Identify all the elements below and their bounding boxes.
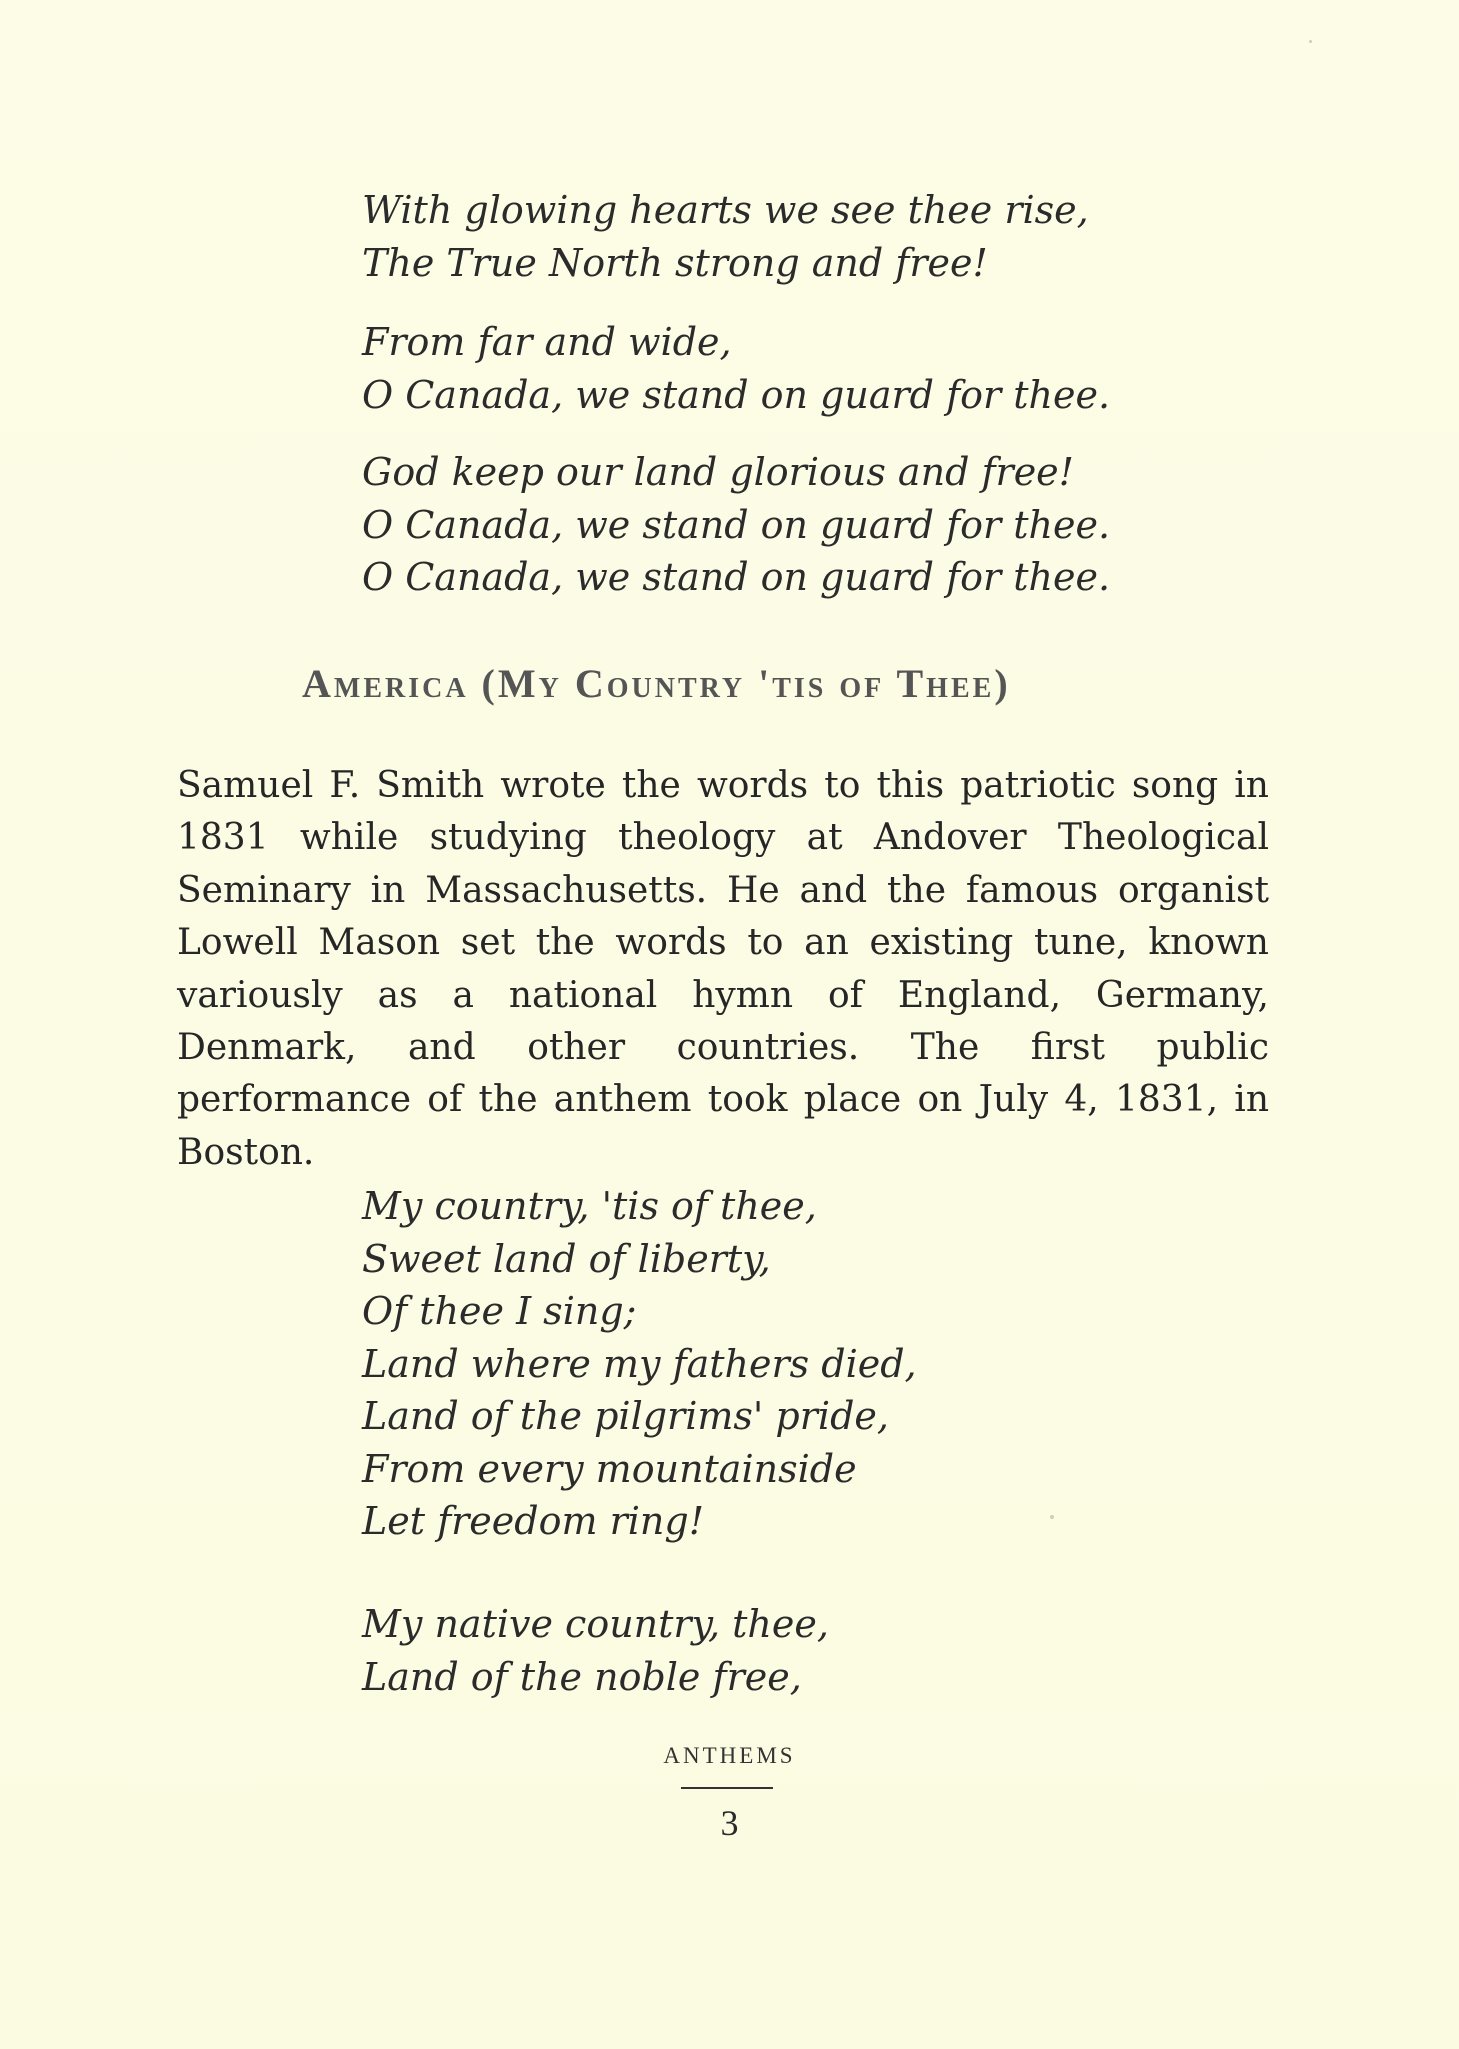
footer-divider <box>681 1787 773 1789</box>
page-number: 3 <box>720 1803 739 1843</box>
verse-line: Land of the pilgrims' pride, <box>362 1394 889 1438</box>
stanza-america-2 <box>362 1598 829 1703</box>
verse-line: O Canada, we stand on guard for thee. <box>362 372 1111 417</box>
verse-line: Land where my fathers died, <box>362 1341 917 1386</box>
verse-line: O Canada, we stand on guard for thee. <box>362 555 1111 599</box>
verse-line: God keep our land glorious and free! <box>362 450 1074 494</box>
verse-line: Land of the noble free, <box>362 1654 802 1699</box>
verse-line: With glowing hearts we see thee rise, <box>362 188 1089 232</box>
verse-line: From every mountainside <box>362 1446 857 1491</box>
intro-paragraph: Samuel F. Smith wrote the words to this patriotic song in 1831 while studying theology at Andover Theological Seminary in Massachusetts. He and the famous organist Lowell Mason set the words to an existing tune, known variously as a national hymn of England, Germany, Denmark, and other countries. The first public performance of the anthem took place on July 4, 1831, in Boston. <box>177 765 1269 1173</box>
running-footer-label: ANTHEMS <box>663 1743 796 1768</box>
verse-line: Let freedom ring! <box>362 1499 704 1543</box>
verse-line: From far and wide, <box>362 320 732 364</box>
verse-line: Of thee I sing; <box>362 1289 637 1333</box>
stanza-canada-1 <box>362 184 1089 289</box>
verse-line: My native country, thee, <box>362 1602 829 1646</box>
stanza-america-1 <box>362 1180 917 1548</box>
stanza-canada-2 <box>362 316 1110 421</box>
section-heading: America (My Country 'tis of Thee) <box>302 661 1011 706</box>
stanza-canada-3 <box>362 446 1110 604</box>
verse-line: The True North strong and free! <box>362 240 988 285</box>
verse-line: Sweet land of liberty, <box>362 1236 771 1281</box>
scan-speck <box>1309 40 1312 43</box>
scan-speck <box>1050 1515 1054 1519</box>
verse-line: My country, 'tis of thee, <box>362 1184 817 1228</box>
verse-line: O Canada, we stand on guard for thee. <box>362 502 1111 547</box>
